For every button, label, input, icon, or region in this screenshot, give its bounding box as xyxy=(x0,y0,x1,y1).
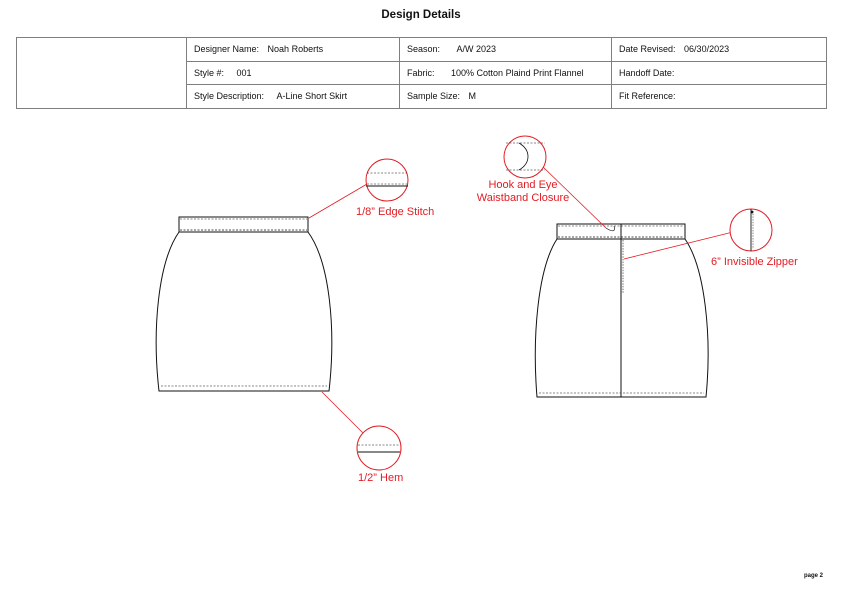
style-number-label: Style #: xyxy=(194,67,225,78)
hook-eye-label-line2: Waistband Closure xyxy=(476,192,570,204)
sample-size-label: Sample Size: xyxy=(407,91,461,102)
edge-stitch-label: 1/8” Edge Stitch xyxy=(356,206,435,218)
page-title: Design Details xyxy=(381,9,461,21)
back-skirt-drawing xyxy=(535,224,708,397)
hook-eye-label-line1: Hook and Eye xyxy=(488,179,558,191)
fabric-label: Fabric: xyxy=(407,67,435,78)
sample-size-value: M xyxy=(468,91,477,102)
date-revised-value: 06/30/2023 xyxy=(684,44,730,55)
date-revised-label: Date Revised: xyxy=(619,44,676,55)
callout-hem xyxy=(322,392,401,470)
style-description-label: Style Description: xyxy=(194,91,265,102)
page-number: page 2 xyxy=(804,573,824,579)
hook-eye-label xyxy=(468,179,578,205)
zipper-label: 6” Invisible Zipper xyxy=(711,256,798,268)
season-label: Season: xyxy=(407,44,441,55)
designer-name-value: Noah Roberts xyxy=(267,44,324,55)
style-number-value: 001 xyxy=(236,67,252,78)
fabric-value: 100% Cotton Plaind Print Flannel xyxy=(451,67,584,78)
season-value: A/W 2023 xyxy=(456,44,497,55)
style-description-value: A-Line Short Skirt xyxy=(276,91,348,102)
hem-label: 1/2” Hem xyxy=(358,472,404,484)
fit-reference-label: Fit Reference: xyxy=(619,91,676,102)
designer-name-label: Designer Name: xyxy=(194,44,260,55)
front-skirt-drawing xyxy=(156,217,332,391)
handoff-date-label: Handoff Date: xyxy=(619,67,675,78)
front-skirt-body xyxy=(156,232,332,391)
back-skirt-body xyxy=(535,239,708,397)
